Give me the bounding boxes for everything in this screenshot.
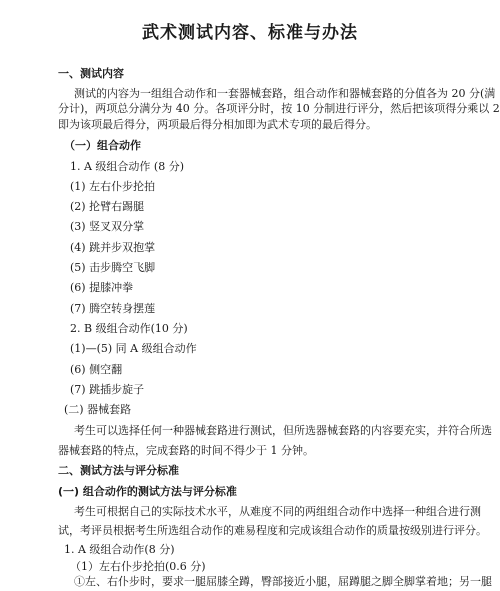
list-item: (7) 腾空转身摆莲 (70, 302, 156, 316)
list-item: (1) 左右仆步抡拍 (70, 179, 156, 193)
section-2-a-description: ①左、右仆步时，要求一腿屈膝全蹲，臀部接近小腿，屈蹲腿之脚全脚掌着地；另一腿 (74, 575, 492, 588)
document-title: 武术测试内容、标准与办法 (142, 23, 358, 43)
apparatus-paragraph-line: 考生可以选择任何一种器械套路进行测试，但所选器械套路的内容要充实，并符合所选 (74, 424, 492, 438)
section-2-paragraph-line: 考生可根据自己的实际技术水平，从难度不同的两组组合动作中选择一种组合进行测 (74, 505, 481, 519)
section-1-heading: 一、测试内容 (58, 67, 124, 80)
section-2-subheading: (一) 组合动作的测试方法与评分标准 (58, 485, 237, 499)
list-item: (6) 侧空翻 (70, 363, 123, 377)
list-item: (7) 跳插步旋子 (70, 383, 145, 397)
section-1-paragraph-line: 分计)，两项总分满分为 40 分。各项评分时，按 10 分制进行评分，然后把该项得分乘以 2 (58, 102, 500, 116)
section-1-paragraph-line: 测试的内容为一组组合动作和一套器械套路，组合动作和器械套路的分值各为 20 分(满 (74, 87, 496, 100)
b-level-heading: 2. B 级组合动作(10 分) (70, 322, 188, 336)
list-item: (3) 竖叉双分掌 (70, 220, 145, 234)
list-item: (5) 击步腾空飞脚 (70, 261, 156, 275)
list-item: (6) 提膝冲拳 (70, 281, 134, 295)
list-item: (2) 抡臂右踢腿 (70, 200, 145, 214)
list-item: (4) 跳并步双抱掌 (70, 241, 156, 255)
apparatus-paragraph-line: 器械套路的特点，完成套路的时间不得少于 1 分钟。 (58, 443, 314, 457)
section-2-a-item: （1）左右仆步抡拍(0.6 分) (70, 559, 206, 573)
subsection-apparatus-heading: (二) 器械套路 (64, 403, 132, 417)
a-level-heading: 1. A 级组合动作 (8 分) (70, 159, 185, 173)
list-item: (1)—(5) 同 A 级组合动作 (70, 342, 197, 356)
section-2-a-level-heading: 1. A 级组合动作(8 分) (64, 542, 175, 556)
subsection-combo-heading: （一）组合动作 (64, 139, 141, 153)
section-1-paragraph-line: 即为该项最后得分，两项最后得分相加即为武术专项的最后得分。 (58, 117, 377, 131)
section-2-paragraph-line: 试，考评员根据考生所选组合动作的难易程度和完成该组合动作的质量按级别进行评分。 (58, 523, 487, 537)
section-2-heading: 二、测试方法与评分标准 (58, 464, 179, 478)
